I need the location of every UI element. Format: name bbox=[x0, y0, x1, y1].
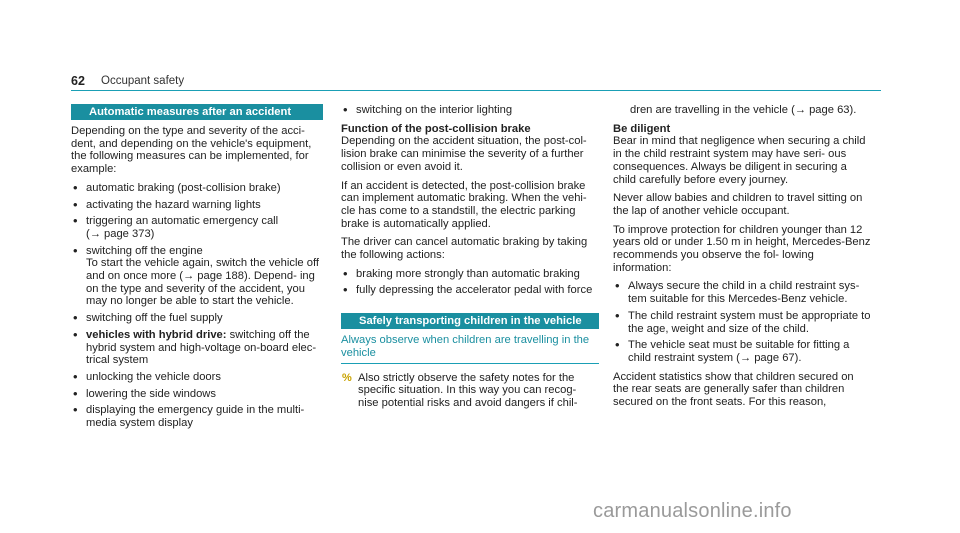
list-item: • activating the hazard warning lights bbox=[71, 199, 323, 212]
page-link[interactable]: (→ page 373) bbox=[86, 227, 155, 240]
list-item-detail: To start the vehicle again, switch the vehicle off and on once more (→ page 188). Depend- ing on the type and severity of the accident, you may no longer be able to start the vehicle. bbox=[86, 257, 319, 308]
post-collision-brake-heading: Function of the post-collision brake bbox=[341, 122, 531, 135]
list-item-text: triggering an automatic emergency call bbox=[86, 215, 279, 228]
diligent-list bbox=[613, 280, 871, 364]
intro-paragraph: Depending on the type and severity of the acci- dent, and depending on the vehicle's equipment, the following measures can be implemented, for example: bbox=[71, 125, 312, 176]
brake-paragraph-2: If an accident is detected, the post-collision brake can implement automatic braking. When the vehi- cle has come to a standstill, the electric parking brake is automatically applied. bbox=[341, 179, 587, 230]
column-middle bbox=[341, 104, 599, 410]
diligent-paragraph-1: Bear in mind that negligence when securing a child in the child restraint system may have seri- ous consequences. Always be diligent in securing a child carefully before every journey. bbox=[613, 135, 866, 186]
list-item: • lowering the side windows bbox=[71, 388, 323, 401]
page-number: 62 bbox=[71, 74, 85, 88]
list-item bbox=[71, 215, 323, 240]
list-item bbox=[71, 245, 323, 309]
section-heading-automatic-measures: Automatic measures after an accident bbox=[71, 104, 323, 120]
note-block bbox=[341, 372, 599, 410]
list-item: • Always secure the child in a child restraint sys- tem suitable for this Mercedes-Benz vehicle. bbox=[613, 280, 871, 305]
column-right bbox=[613, 104, 871, 415]
diligent-paragraph-3: To improve protection for children younger than 12 years old or under 1.50 m in height, Mercedes-Benz recommends you observe the fol- lowing information: bbox=[613, 223, 871, 274]
measures-list-continued bbox=[341, 104, 599, 117]
measures-list bbox=[71, 182, 323, 430]
statistics-paragraph: Accident statistics show that children secured on the rear seats are generally safer than children secured on the front seats. For this reason, bbox=[613, 370, 854, 409]
list-item: • automatic braking (post-collision brake) bbox=[71, 182, 323, 195]
brake-paragraph-1: Depending on the accident situation, the post-col- lision brake can minimise the severity of a further collision or even avoid it. bbox=[341, 135, 587, 173]
list-item: • switching on the interior lighting bbox=[341, 104, 599, 117]
note-continuation: dren are travelling in the vehicle (→ page 63). bbox=[630, 104, 857, 116]
note-icon: % bbox=[342, 371, 352, 384]
children-subheading: Always observe when children are travelling in the vehicle bbox=[341, 334, 599, 363]
list-item: • The vehicle seat must be suitable for fitting a child restraint system (→ page 67). bbox=[613, 339, 871, 364]
section-title: Occupant safety bbox=[101, 75, 185, 87]
list-item: • switching off the fuel supply bbox=[71, 312, 323, 325]
list-item-text: switching off the engine bbox=[86, 244, 203, 257]
section-heading-children: Safely transporting children in the vehicle bbox=[341, 313, 599, 329]
column-left bbox=[71, 104, 323, 436]
list-item: • unlocking the vehicle doors bbox=[71, 371, 323, 384]
list-item: • displaying the emergency guide in the multi- media system display bbox=[71, 404, 323, 429]
hybrid-label: vehicles with hybrid drive: bbox=[86, 328, 227, 341]
be-diligent-heading: Be diligent bbox=[613, 122, 671, 135]
brake-paragraph-3: The driver can cancel automatic braking by taking the following actions: bbox=[341, 236, 588, 262]
list-item: • braking more strongly than automatic braking bbox=[341, 268, 599, 281]
page-header bbox=[71, 74, 881, 91]
diligent-paragraph-2: Never allow babies and children to travel sitting on the lap of another vehicle occupant. bbox=[613, 192, 863, 217]
list-item bbox=[71, 329, 323, 367]
hybrid-text: switching off the hybrid system and high-voltage on-board elec- trical system bbox=[86, 328, 317, 367]
note-text: Also strictly observe the safety notes for the specific situation. In this way you can recog- nise potential risks and avoid dangers if chil- bbox=[358, 371, 578, 409]
watermark: carmanualsonline.info bbox=[593, 500, 792, 522]
brake-actions-list bbox=[341, 268, 599, 297]
list-item: • fully depressing the accelerator pedal with force bbox=[341, 284, 599, 297]
list-item: • The child restraint system must be appropriate to the age, weight and size of the child. bbox=[613, 310, 871, 335]
